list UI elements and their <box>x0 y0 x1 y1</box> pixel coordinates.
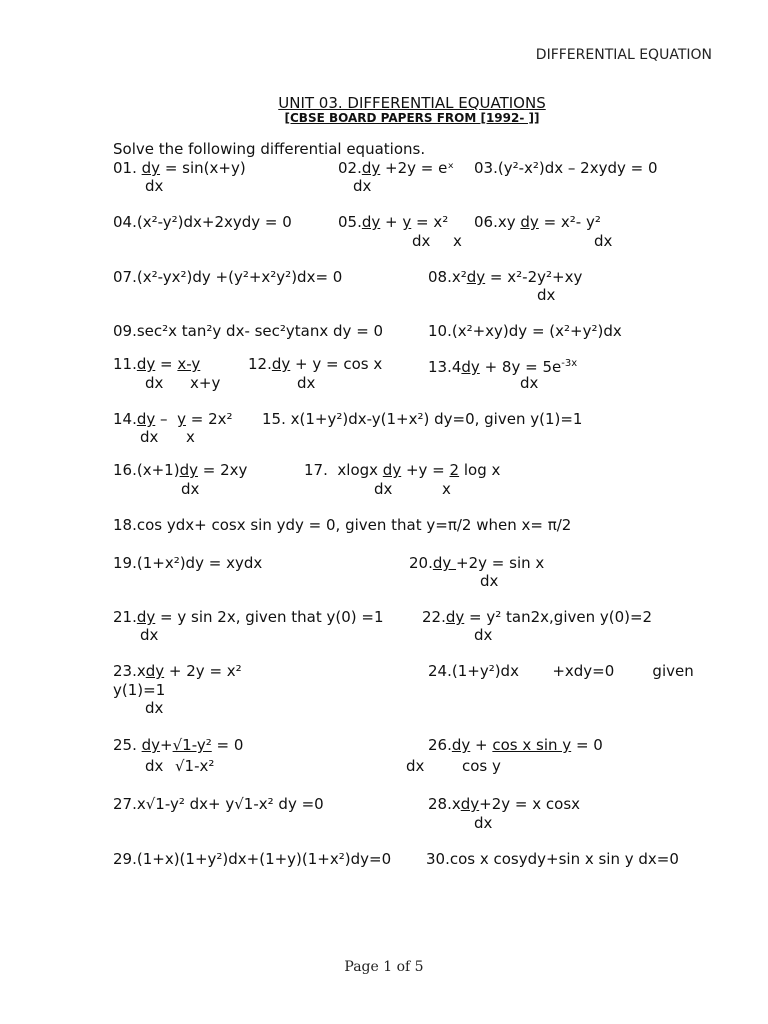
page-footer: Page 1 of 5 <box>344 959 424 975</box>
question-21: 21.dy = y sin 2x, given that y(0) =1 <box>113 608 384 626</box>
question-24-continuation: y(1)=1 <box>113 681 166 699</box>
question-16: 16.(x+1)dy = 2xy <box>113 461 248 479</box>
question-14: 14.dy – y = 2x² <box>113 410 233 428</box>
question-17-denominator-dx: dx <box>374 480 393 498</box>
question-23-denominator: dx <box>145 699 164 717</box>
question-01: 01. dy = sin(x+y) <box>113 159 246 177</box>
question-28-denominator: dx <box>474 814 493 832</box>
question-26-denominator-cos: cos y <box>462 757 501 775</box>
question-20-denominator: dx <box>480 572 499 590</box>
question-05-denominator-x: x <box>453 232 462 250</box>
page-title: UNIT 03. DIFFERENTIAL EQUATIONS <box>278 94 546 112</box>
question-04: 04.(x²-y²)dx+2xydy = 0 <box>113 213 292 231</box>
running-header: DIFFERENTIAL EQUATION <box>535 47 712 63</box>
instructions: Solve the following differential equations. <box>113 140 426 158</box>
question-14-denominator-dx: dx <box>140 428 159 446</box>
question-20: 20.dy +2y = sin x <box>409 554 545 572</box>
question-29: 29.(1+x)(1+y²)dx+(1+y)(1+x²)dy=0 <box>113 850 392 868</box>
question-12-denominator: dx <box>297 374 316 392</box>
question-30: 30.cos x cosydy+sin x sin y dx=0 <box>426 850 679 868</box>
question-22: 22.dy = y² tan2x,given y(0)=2 <box>422 608 653 626</box>
question-26-denominator-dx: dx <box>406 757 425 775</box>
question-27: 27.x√1-y² dx+ y√1-x² dy =0 <box>113 795 324 813</box>
question-24: 24.(1+y²)dx +xdy=0 given <box>428 662 694 680</box>
question-10: 10.(x²+xy)dy = (x²+y²)dx <box>428 322 622 340</box>
question-06: 06.xy dy = x²- y² <box>474 213 601 231</box>
question-15: 15. x(1+y²)dx-y(1+x²) dy=0, given y(1)=1 <box>262 410 583 428</box>
question-13-denominator: dx <box>520 374 539 392</box>
question-07: 07.(x²-yx²)dy +(y²+x²y²)dx= 0 <box>113 268 343 286</box>
question-28: 28.xdy+2y = x cosx <box>428 795 581 813</box>
question-26: 26.dy + cos x sin y = 0 <box>428 736 603 754</box>
question-25-denominator-dx: dx <box>145 757 164 775</box>
question-23: 23.xdy + 2y = x² <box>113 662 242 680</box>
question-11-denominator-xy: x+y <box>190 374 221 392</box>
question-11-denominator-dx: dx <box>145 374 164 392</box>
question-22-denominator: dx <box>474 626 493 644</box>
question-09: 09.sec²x tan²y dx- sec²ytanx dy = 0 <box>113 322 384 340</box>
question-19: 19.(1+x²)dy = xydx <box>113 554 263 572</box>
question-14-denominator-x: x <box>186 428 195 446</box>
question-12: 12.dy + y = cos x <box>248 355 383 373</box>
question-05: 05.dy + y = x² <box>338 213 449 231</box>
question-05-denominator-dx: dx <box>412 232 431 250</box>
question-03: 03.(y²-x²)dx – 2xydy = 0 <box>474 159 658 177</box>
question-21-denominator: dx <box>140 626 159 644</box>
question-25: 25. dy+√1-y² = 0 <box>113 736 244 754</box>
question-08: 08.x²dy = x²-2y²+xy <box>428 268 583 286</box>
question-01-denominator: dx <box>145 177 164 195</box>
page-subtitle: [CBSE BOARD PAPERS FROM [1992- ]] <box>284 111 540 125</box>
question-08-denominator: dx <box>537 286 556 304</box>
question-02-denominator: dx <box>353 177 372 195</box>
question-13: $13.4dy + 8y = 5e^{-3x}$ <box>428 358 578 376</box>
question-17: 17. xlogx dy +y = 2 log x <box>304 461 501 479</box>
question-16-denominator: dx <box>181 480 200 498</box>
question-02: 02.dy +2y = eˣ <box>338 159 455 177</box>
question-11: 11.dy = x-y <box>113 355 201 373</box>
question-06-denominator: dx <box>594 232 613 250</box>
question-17-denominator-x: x <box>442 480 451 498</box>
question-18: 18.cos ydx+ cosx sin ydy = 0, given that y=π/2 when x= π/2 <box>113 516 572 534</box>
question-25-denominator-root: √1-x² <box>175 757 215 775</box>
